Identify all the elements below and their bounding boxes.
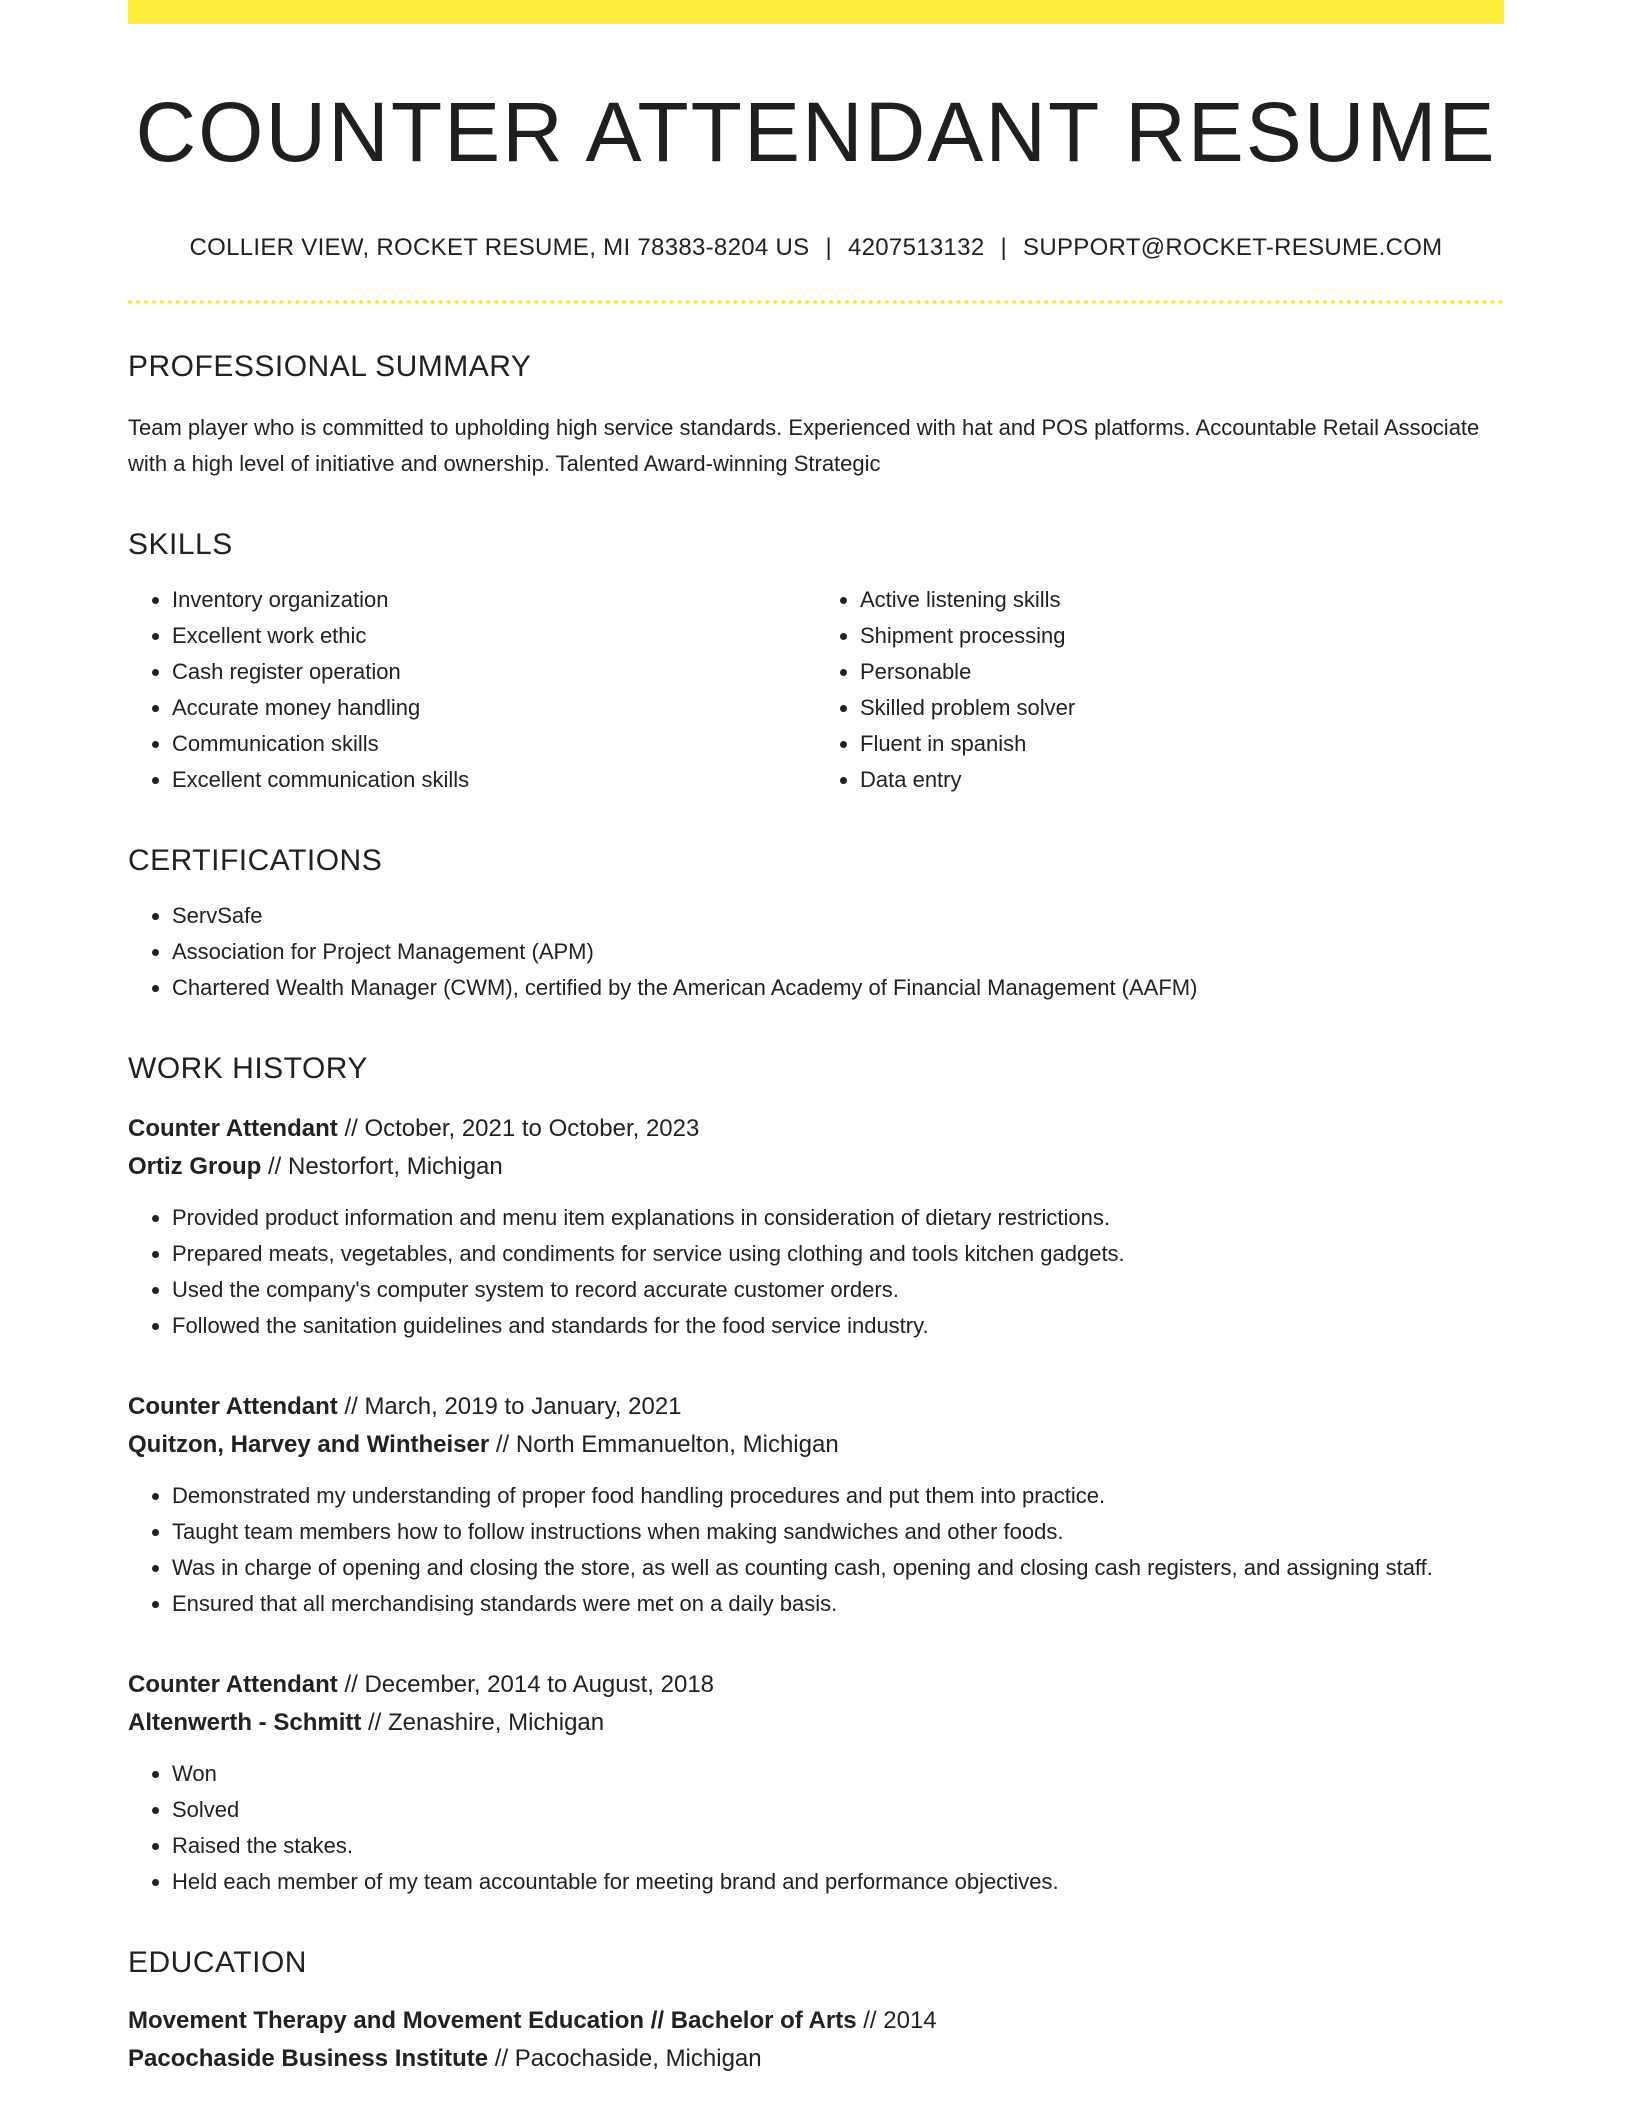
job-entry: [128, 1388, 1504, 1622]
skill-item: • Inventory organization: [172, 582, 816, 618]
job-location: // North Emmanuelton, Michigan: [495, 1431, 839, 1459]
job-company-line: [128, 1426, 1504, 1464]
contact-separator: |: [1000, 234, 1008, 262]
skill-item: • Personable: [860, 654, 1504, 690]
certifications-list: [128, 898, 1504, 1006]
education-heading: EDUCATION: [128, 1946, 307, 1980]
job-bullet: • Demonstrated my understanding of proper food handling procedures and put them into practice.: [172, 1478, 1504, 1514]
job-title-line: [128, 1110, 1504, 1148]
skill-item: • Skilled problem solver: [860, 690, 1504, 726]
education-section: [128, 1946, 1504, 2078]
certifications-section: [128, 844, 1504, 1006]
job-company-line: [128, 1704, 1504, 1742]
job-location: // Nestorfort, Michigan: [268, 1153, 503, 1181]
job-bullet: • Prepared meats, vegetables, and condiments for service using clothing and tools kitchen gadgets.: [172, 1236, 1504, 1272]
job-bullet: • Ensured that all merchandising standards were met on a daily basis.: [172, 1586, 1504, 1622]
job-entry: [128, 1666, 1504, 1900]
certification-item: • Chartered Wealth Manager (CWM), certified by the American Academy of Financial Management (AAFM): [172, 970, 1504, 1006]
skill-item: • Fluent in spanish: [860, 726, 1504, 762]
dotted-divider: [128, 300, 1504, 304]
skill-item: • Cash register operation: [172, 654, 816, 690]
summary-section: [128, 350, 1504, 482]
skills-columns: [128, 582, 1504, 798]
summary-text: Team player who is committed to upholding high service standards. Experienced with hat and POS platforms. Accountable Retail Associate with a high level of initiative and ownership. Talented Award-winning Strategic: [128, 415, 1480, 477]
job-title-line: [128, 1666, 1504, 1704]
summary-heading: PROFESSIONAL SUMMARY: [128, 350, 532, 384]
skills-right-column: [816, 582, 1504, 798]
education-year: // 2014: [863, 2007, 937, 2035]
contact-email: SUPPORT@ROCKET-RESUME.COM: [1023, 234, 1443, 262]
job-dates: // October, 2021 to October, 2023: [344, 1115, 700, 1143]
skill-item: • Accurate money handling: [172, 690, 816, 726]
job-bullet: • Held each member of my team accountable for meeting brand and performance objectives.: [172, 1864, 1504, 1900]
education-school: Pacochaside Business Institute: [128, 2045, 489, 2073]
education-degree-line: [128, 2002, 1504, 2040]
contact-separator: |: [825, 234, 832, 262]
certification-item: • ServSafe: [172, 898, 1504, 934]
job-bullets: [128, 1200, 1504, 1344]
education-entry: [128, 2002, 1504, 2078]
skill-item: • Data entry: [860, 762, 1504, 798]
job-entry: [128, 1110, 1504, 1344]
job-company: Quitzon, Harvey and Wintheiser: [128, 1431, 490, 1459]
skills-heading: SKILLS: [128, 528, 233, 562]
job-title-line: [128, 1388, 1504, 1426]
accent-top-bar: [128, 0, 1504, 24]
skill-item: • Communication skills: [172, 726, 816, 762]
skills-section: [128, 528, 1504, 798]
skills-left-column: [128, 582, 816, 798]
job-bullet: • Won: [172, 1756, 1504, 1792]
job-bullet: • Was in charge of opening and closing the store, as well as counting cash, opening and closing cash registers, and assigning staff.: [172, 1550, 1504, 1586]
certifications-heading: CERTIFICATIONS: [128, 844, 383, 878]
contact-line: [128, 234, 1504, 262]
job-bullets: [128, 1478, 1504, 1622]
job-title: Counter Attendant: [128, 1671, 338, 1699]
skill-item: • Shipment processing: [860, 618, 1504, 654]
job-dates: // March, 2019 to January, 2021: [344, 1393, 682, 1421]
job-title: Counter Attendant: [128, 1393, 338, 1421]
resume-page: [128, 0, 1504, 2078]
job-location: // Zenashire, Michigan: [368, 1709, 605, 1737]
certification-item: • Association for Project Management (APM): [172, 934, 1504, 970]
skill-item: • Excellent work ethic: [172, 618, 816, 654]
job-company: Ortiz Group: [128, 1153, 262, 1181]
skill-item: • Active listening skills: [860, 582, 1504, 618]
job-dates: // December, 2014 to August, 2018: [344, 1671, 715, 1699]
job-bullet: • Solved: [172, 1792, 1504, 1828]
contact-address: COLLIER VIEW, ROCKET RESUME, MI 78383-8204 US: [189, 234, 810, 262]
contact-phone: 4207513132: [847, 234, 985, 262]
work-history-section: [128, 1052, 1504, 1900]
education-degree: Movement Therapy and Movement Education // Bachelor of Arts: [128, 2007, 857, 2035]
job-bullet: • Taught team members how to follow instructions when making sandwiches and other foods.: [172, 1514, 1504, 1550]
education-location: // Pacochaside, Michigan: [494, 2045, 762, 2073]
education-school-line: [128, 2040, 1504, 2078]
job-bullet: • Raised the stakes.: [172, 1828, 1504, 1864]
job-bullet: • Provided product information and menu item explanations in consideration of dietary restrictions.: [172, 1200, 1504, 1236]
job-bullets: [128, 1756, 1504, 1900]
job-bullet: • Followed the sanitation guidelines and standards for the food service industry.: [172, 1308, 1504, 1344]
job-title: Counter Attendant: [128, 1115, 338, 1143]
job-company: Altenwerth - Schmitt: [128, 1709, 362, 1737]
resume-title: COUNTER ATTENDANT RESUME: [135, 85, 1497, 179]
skill-item: • Excellent communication skills: [172, 762, 816, 798]
work-history-heading: WORK HISTORY: [128, 1052, 368, 1086]
job-bullet: • Used the company's computer system to record accurate customer orders.: [172, 1272, 1504, 1308]
job-company-line: [128, 1148, 1504, 1186]
